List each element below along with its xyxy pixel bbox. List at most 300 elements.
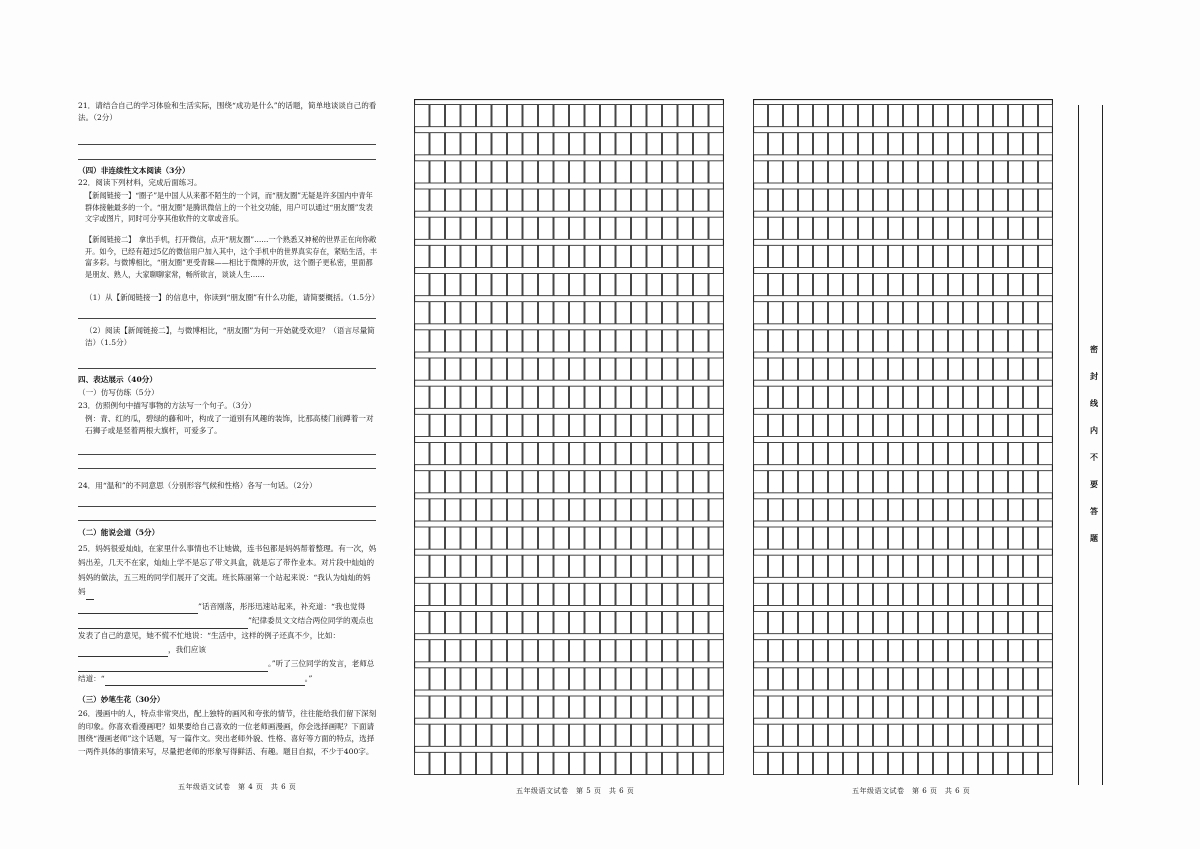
grid-cell[interactable] [446, 386, 461, 408]
grid-cell[interactable] [859, 133, 873, 155]
grid-cell[interactable] [919, 414, 933, 436]
grid-cell[interactable] [1024, 668, 1038, 690]
grid-cell[interactable] [769, 189, 783, 211]
grid-cell[interactable] [554, 752, 569, 774]
grid-cell[interactable] [585, 161, 600, 183]
grid-cell[interactable] [663, 555, 678, 577]
grid-cell[interactable] [678, 105, 693, 127]
grid-cell[interactable] [994, 471, 1008, 493]
grid-cell[interactable] [492, 302, 507, 324]
grid-cell[interactable] [415, 302, 430, 324]
grid-cell[interactable] [709, 245, 724, 267]
grid-cell[interactable] [601, 527, 616, 549]
grid-cell[interactable] [616, 358, 631, 380]
grid-cell[interactable] [934, 724, 948, 746]
grid-cell[interactable] [461, 555, 476, 577]
grid-cell[interactable] [585, 471, 600, 493]
grid-cell[interactable] [934, 386, 948, 408]
grid-cell[interactable] [461, 161, 476, 183]
grid-cell[interactable] [616, 105, 631, 127]
grid-cell[interactable] [844, 527, 858, 549]
grid-cell[interactable] [934, 668, 948, 690]
grid-cell[interactable] [1024, 527, 1038, 549]
grid-cell[interactable] [523, 471, 538, 493]
grid-cell[interactable] [889, 330, 903, 352]
grid-cell[interactable] [949, 133, 963, 155]
grid-cell[interactable] [632, 499, 647, 521]
grid-cell[interactable] [1024, 555, 1038, 577]
grid-cell[interactable] [632, 414, 647, 436]
grid-cell[interactable] [994, 527, 1008, 549]
grid-cell[interactable] [1009, 189, 1023, 211]
grid-cell[interactable] [477, 189, 492, 211]
grid-cell[interactable] [1024, 105, 1038, 127]
grid-cell[interactable] [461, 724, 476, 746]
grid-cell[interactable] [829, 724, 843, 746]
grid-cell[interactable] [570, 105, 585, 127]
grid-cell[interactable] [754, 245, 768, 267]
grid-cell[interactable] [647, 724, 662, 746]
grid-cell[interactable] [430, 527, 445, 549]
grid-cell[interactable] [1039, 133, 1053, 155]
grid-cell[interactable] [694, 443, 709, 465]
grid-cell[interactable] [979, 189, 993, 211]
grid-cell[interactable] [949, 640, 963, 662]
grid-cell[interactable] [1024, 189, 1038, 211]
grid-cell[interactable] [492, 583, 507, 605]
grid-cell[interactable] [934, 414, 948, 436]
grid-cell[interactable] [949, 386, 963, 408]
grid-cell[interactable] [585, 668, 600, 690]
grid-cell[interactable] [430, 189, 445, 211]
grid-cell[interactable] [554, 302, 569, 324]
grid-cell[interactable] [539, 612, 554, 634]
grid-cell[interactable] [570, 302, 585, 324]
grid-cell[interactable] [949, 189, 963, 211]
grid-cell[interactable] [874, 189, 888, 211]
grid-cell[interactable] [784, 414, 798, 436]
grid-cell[interactable] [508, 527, 523, 549]
grid-cell[interactable] [663, 752, 678, 774]
grid-cell[interactable] [446, 752, 461, 774]
grid-cell[interactable] [994, 668, 1008, 690]
grid-cell[interactable] [874, 583, 888, 605]
grid-cell[interactable] [874, 133, 888, 155]
grid-cell[interactable] [585, 583, 600, 605]
grid-cell[interactable] [949, 105, 963, 127]
grid-cell[interactable] [1039, 161, 1053, 183]
grid-cell[interactable] [523, 330, 538, 352]
grid-cell[interactable] [919, 133, 933, 155]
grid-cell[interactable] [508, 583, 523, 605]
grid-cell[interactable] [919, 217, 933, 239]
grid-cell[interactable] [492, 668, 507, 690]
grid-cell[interactable] [446, 302, 461, 324]
grid-cell[interactable] [585, 358, 600, 380]
grid-cell[interactable] [508, 245, 523, 267]
grid-cell[interactable] [663, 414, 678, 436]
grid-cell[interactable] [949, 414, 963, 436]
grid-cell[interactable] [1009, 583, 1023, 605]
grid-cell[interactable] [477, 330, 492, 352]
grid-cell[interactable] [678, 471, 693, 493]
grid-cell[interactable] [539, 555, 554, 577]
grid-cell[interactable] [844, 499, 858, 521]
grid-cell[interactable] [814, 330, 828, 352]
grid-cell[interactable] [754, 217, 768, 239]
grid-cell[interactable] [934, 302, 948, 324]
grid-cell[interactable] [859, 358, 873, 380]
grid-cell[interactable] [1039, 386, 1053, 408]
grid-cell[interactable] [523, 583, 538, 605]
grid-cell[interactable] [799, 274, 813, 296]
grid-cell[interactable] [570, 330, 585, 352]
grid-cell[interactable] [769, 217, 783, 239]
grid-cell[interactable] [859, 443, 873, 465]
grid-cell[interactable] [844, 161, 858, 183]
grid-cell[interactable] [904, 133, 918, 155]
grid-cell[interactable] [1039, 471, 1053, 493]
grid-cell[interactable] [889, 414, 903, 436]
grid-cell[interactable] [964, 443, 978, 465]
grid-cell[interactable] [964, 386, 978, 408]
grid-cell[interactable] [904, 696, 918, 718]
grid-cell[interactable] [964, 583, 978, 605]
grid-cell[interactable] [477, 499, 492, 521]
grid-cell[interactable] [934, 245, 948, 267]
grid-cell[interactable] [492, 105, 507, 127]
grid-cell[interactable] [585, 189, 600, 211]
grid-cell[interactable] [647, 414, 662, 436]
grid-cell[interactable] [663, 330, 678, 352]
grid-cell[interactable] [964, 499, 978, 521]
grid-cell[interactable] [994, 330, 1008, 352]
grid-cell[interactable] [994, 724, 1008, 746]
grid-cell[interactable] [430, 274, 445, 296]
grid-cell[interactable] [814, 724, 828, 746]
grid-cell[interactable] [1039, 668, 1053, 690]
grid-cell[interactable] [523, 133, 538, 155]
grid-cell[interactable] [477, 105, 492, 127]
grid-cell[interactable] [508, 696, 523, 718]
grid-cell[interactable] [508, 133, 523, 155]
grid-cell[interactable] [754, 583, 768, 605]
grid-cell[interactable] [874, 668, 888, 690]
grid-cell[interactable] [769, 133, 783, 155]
grid-cell[interactable] [554, 105, 569, 127]
grid-cell[interactable] [492, 724, 507, 746]
grid-cell[interactable] [1039, 583, 1053, 605]
grid-cell[interactable] [1024, 443, 1038, 465]
grid-cell[interactable] [1009, 696, 1023, 718]
grid-cell[interactable] [814, 443, 828, 465]
grid-cell[interactable] [601, 245, 616, 267]
grid-cell[interactable] [446, 583, 461, 605]
grid-cell[interactable] [874, 330, 888, 352]
grid-cell[interactable] [889, 583, 903, 605]
grid-cell[interactable] [1039, 105, 1053, 127]
grid-cell[interactable] [1009, 330, 1023, 352]
grid-cell[interactable] [647, 640, 662, 662]
grid-cell[interactable] [799, 133, 813, 155]
grid-cell[interactable] [919, 527, 933, 549]
grid-cell[interactable] [709, 105, 724, 127]
grid-cell[interactable] [632, 189, 647, 211]
grid-cell[interactable] [461, 612, 476, 634]
grid-cell[interactable] [919, 105, 933, 127]
grid-cell[interactable] [1009, 555, 1023, 577]
grid-cell[interactable] [585, 499, 600, 521]
grid-cell[interactable] [523, 414, 538, 436]
grid-cell[interactable] [844, 612, 858, 634]
grid-cell[interactable] [523, 161, 538, 183]
grid-cell[interactable] [874, 161, 888, 183]
grid-cell[interactable] [799, 330, 813, 352]
grid-cell[interactable] [616, 696, 631, 718]
grid-cell[interactable] [934, 161, 948, 183]
grid-cell[interactable] [859, 724, 873, 746]
grid-cell[interactable] [904, 640, 918, 662]
grid-cell[interactable] [859, 414, 873, 436]
grid-cell[interactable] [1009, 274, 1023, 296]
grid-cell[interactable] [859, 612, 873, 634]
grid-cell[interactable] [889, 668, 903, 690]
grid-cell[interactable] [523, 555, 538, 577]
grid-cell[interactable] [784, 752, 798, 774]
grid-cell[interactable] [1009, 217, 1023, 239]
grid-cell[interactable] [492, 245, 507, 267]
grid-cell[interactable] [678, 443, 693, 465]
grid-cell[interactable] [663, 668, 678, 690]
grid-cell[interactable] [784, 161, 798, 183]
grid-cell[interactable] [601, 358, 616, 380]
grid-cell[interactable] [844, 274, 858, 296]
grid-cell[interactable] [461, 583, 476, 605]
grid-cell[interactable] [799, 612, 813, 634]
grid-cell[interactable] [754, 330, 768, 352]
grid-cell[interactable] [585, 555, 600, 577]
grid-cell[interactable] [616, 555, 631, 577]
grid-cell[interactable] [1039, 527, 1053, 549]
grid-cell[interactable] [694, 555, 709, 577]
grid-cell[interactable] [889, 696, 903, 718]
grid-cell[interactable] [539, 217, 554, 239]
grid-cell[interactable] [934, 640, 948, 662]
grid-cell[interactable] [1024, 499, 1038, 521]
grid-cell[interactable] [889, 612, 903, 634]
grid-cell[interactable] [477, 133, 492, 155]
grid-cell[interactable] [1039, 724, 1053, 746]
grid-cell[interactable] [1024, 133, 1038, 155]
grid-cell[interactable] [430, 133, 445, 155]
grid-cell[interactable] [814, 640, 828, 662]
grid-cell[interactable] [904, 555, 918, 577]
grid-cell[interactable] [570, 499, 585, 521]
grid-cell[interactable] [859, 583, 873, 605]
grid-cell[interactable] [859, 752, 873, 774]
grid-cell[interactable] [889, 105, 903, 127]
grid-cell[interactable] [964, 133, 978, 155]
grid-cell[interactable] [461, 696, 476, 718]
grid-cell[interactable] [694, 358, 709, 380]
grid-cell[interactable] [964, 105, 978, 127]
grid-cell[interactable] [1039, 555, 1053, 577]
grid-cell[interactable] [632, 274, 647, 296]
grid-cell[interactable] [694, 471, 709, 493]
grid-cell[interactable] [904, 217, 918, 239]
grid-cell[interactable] [678, 696, 693, 718]
grid-cell[interactable] [814, 302, 828, 324]
grid-cell[interactable] [570, 555, 585, 577]
grid-cell[interactable] [799, 724, 813, 746]
grid-cell[interactable] [430, 696, 445, 718]
grid-cell[interactable] [814, 133, 828, 155]
grid-cell[interactable] [663, 133, 678, 155]
grid-cell[interactable] [859, 245, 873, 267]
grid-cell[interactable] [1024, 724, 1038, 746]
grid-cell[interactable] [814, 527, 828, 549]
grid-cell[interactable] [709, 612, 724, 634]
grid-cell[interactable] [601, 471, 616, 493]
blank-5[interactable] [78, 662, 268, 672]
grid-cell[interactable] [784, 443, 798, 465]
grid-cell[interactable] [919, 499, 933, 521]
grid-cell[interactable] [859, 696, 873, 718]
grid-cell[interactable] [874, 217, 888, 239]
grid-cell[interactable] [964, 161, 978, 183]
grid-cell[interactable] [508, 724, 523, 746]
grid-cell[interactable] [477, 358, 492, 380]
grid-cell[interactable] [585, 612, 600, 634]
grid-cell[interactable] [492, 443, 507, 465]
grid-cell[interactable] [799, 640, 813, 662]
grid-cell[interactable] [874, 640, 888, 662]
grid-cell[interactable] [492, 330, 507, 352]
grid-cell[interactable] [754, 499, 768, 521]
grid-cell[interactable] [784, 358, 798, 380]
grid-cell[interactable] [585, 386, 600, 408]
grid-cell[interactable] [1039, 274, 1053, 296]
grid-cell[interactable] [663, 358, 678, 380]
grid-cell[interactable] [964, 302, 978, 324]
grid-cell[interactable] [446, 358, 461, 380]
grid-cell[interactable] [889, 245, 903, 267]
grid-cell[interactable] [949, 302, 963, 324]
grid-cell[interactable] [694, 217, 709, 239]
grid-cell[interactable] [934, 443, 948, 465]
grid-cell[interactable] [949, 471, 963, 493]
grid-cell[interactable] [709, 696, 724, 718]
grid-cell[interactable] [554, 724, 569, 746]
grid-cell[interactable] [508, 274, 523, 296]
grid-cell[interactable] [814, 471, 828, 493]
grid-cell[interactable] [492, 274, 507, 296]
grid-cell[interactable] [994, 499, 1008, 521]
grid-cell[interactable] [829, 217, 843, 239]
grid-cell[interactable] [994, 105, 1008, 127]
grid-cell[interactable] [539, 105, 554, 127]
grid-cell[interactable] [949, 245, 963, 267]
grid-cell[interactable] [632, 527, 647, 549]
grid-cell[interactable] [508, 217, 523, 239]
grid-cell[interactable] [994, 640, 1008, 662]
grid-cell[interactable] [904, 443, 918, 465]
grid-cell[interactable] [859, 302, 873, 324]
grid-cell[interactable] [415, 443, 430, 465]
grid-cell[interactable] [964, 189, 978, 211]
grid-cell[interactable] [616, 471, 631, 493]
grid-cell[interactable] [585, 245, 600, 267]
grid-cell[interactable] [889, 527, 903, 549]
grid-cell[interactable] [709, 189, 724, 211]
grid-cell[interactable] [694, 330, 709, 352]
grid-cell[interactable] [859, 386, 873, 408]
grid-cell[interactable] [754, 302, 768, 324]
grid-cell[interactable] [663, 189, 678, 211]
grid-cell[interactable] [814, 499, 828, 521]
grid-cell[interactable] [769, 105, 783, 127]
grid-cell[interactable] [874, 555, 888, 577]
grid-cell[interactable] [844, 443, 858, 465]
grid-cell[interactable] [601, 414, 616, 436]
grid-cell[interactable] [508, 386, 523, 408]
grid-cell[interactable] [769, 386, 783, 408]
grid-cell[interactable] [979, 583, 993, 605]
grid-cell[interactable] [508, 612, 523, 634]
grid-cell[interactable] [647, 161, 662, 183]
grid-cell[interactable] [585, 105, 600, 127]
grid-cell[interactable] [889, 471, 903, 493]
grid-cell[interactable] [874, 612, 888, 634]
grid-cell[interactable] [415, 612, 430, 634]
grid-cell[interactable] [754, 612, 768, 634]
grid-cell[interactable] [934, 471, 948, 493]
blank-2[interactable] [78, 604, 198, 614]
grid-cell[interactable] [979, 161, 993, 183]
grid-cell[interactable] [784, 274, 798, 296]
grid-cell[interactable] [754, 555, 768, 577]
grid-cell[interactable] [523, 612, 538, 634]
grid-cell[interactable] [632, 612, 647, 634]
grid-cell[interactable] [508, 640, 523, 662]
grid-cell[interactable] [632, 133, 647, 155]
grid-cell[interactable] [844, 640, 858, 662]
grid-cell[interactable] [799, 161, 813, 183]
grid-cell[interactable] [964, 640, 978, 662]
grid-cell[interactable] [492, 696, 507, 718]
grid-cell[interactable] [994, 358, 1008, 380]
grid-cell[interactable] [508, 668, 523, 690]
grid-cell[interactable] [979, 724, 993, 746]
grid-cell[interactable] [979, 358, 993, 380]
grid-cell[interactable] [814, 189, 828, 211]
grid-cell[interactable] [492, 527, 507, 549]
grid-cell[interactable] [647, 386, 662, 408]
grid-cell[interactable] [678, 724, 693, 746]
grid-cell[interactable] [874, 752, 888, 774]
grid-cell[interactable] [994, 443, 1008, 465]
grid-cell[interactable] [554, 555, 569, 577]
grid-cell[interactable] [461, 443, 476, 465]
grid-cell[interactable] [994, 189, 1008, 211]
grid-cell[interactable] [616, 612, 631, 634]
grid-cell[interactable] [585, 133, 600, 155]
grid-cell[interactable] [829, 330, 843, 352]
grid-cell[interactable] [461, 217, 476, 239]
grid-cell[interactable] [994, 386, 1008, 408]
grid-cell[interactable] [904, 527, 918, 549]
grid-cell[interactable] [1009, 640, 1023, 662]
